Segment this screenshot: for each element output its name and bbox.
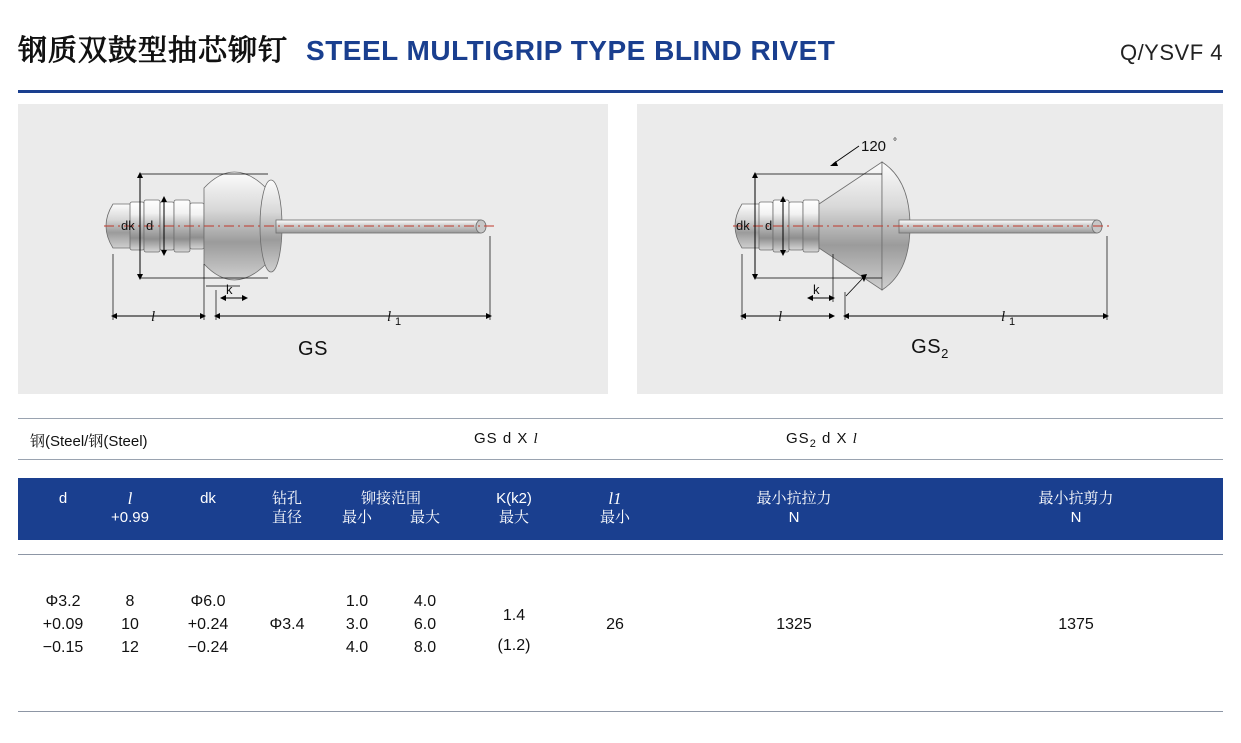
cell-grip-max [394, 590, 456, 659]
cell-tensile-value: 1325 [776, 616, 812, 633]
header-shear [948, 489, 1204, 527]
cell-grip-max-3: 8.0 [413, 639, 437, 656]
header-dk [166, 489, 250, 508]
header-d-line1: d [58, 490, 68, 507]
header-k [462, 489, 566, 527]
header-grip-max-label: 最大 [409, 509, 440, 526]
cell-grip-min-1: 1.0 [345, 593, 369, 610]
header-dk-line1: dk [200, 490, 216, 507]
header-d [28, 489, 98, 508]
cell-grip-min [326, 590, 388, 659]
designation-gs2-sub: 2 [809, 438, 817, 450]
figure-gs2-panel [637, 104, 1223, 394]
designation-gs [474, 430, 539, 448]
svg-text:l: l [1001, 309, 1006, 325]
header-drill [242, 489, 332, 527]
header-drill-line1: 钻孔 [271, 490, 302, 507]
cell-grip-max-2: 6.0 [413, 616, 437, 633]
header-grip-range-line1: 铆接范围 [360, 490, 421, 507]
header-grip-min [326, 508, 388, 527]
page-header [18, 28, 1223, 69]
header-drill-line2: 直径 [271, 509, 302, 526]
designation-gs-text: GS d X [474, 430, 534, 447]
svg-text:d: d [765, 218, 773, 233]
cell-k-alt-value: (1.2) [497, 637, 531, 654]
cell-d-2: +0.09 [42, 616, 84, 633]
figure-gs2-caption-text: GS [911, 336, 942, 358]
cell-l-2: 10 [121, 616, 139, 633]
cell-l [92, 590, 168, 659]
svg-text:dk: dk [121, 218, 135, 233]
header-shear-line2: N [1070, 509, 1082, 526]
cell-shear [948, 613, 1204, 636]
svg-text:1: 1 [1009, 316, 1016, 328]
cell-grip-min-2: 3.0 [345, 616, 369, 633]
standard-code: Q/YSVF 4 [1119, 40, 1223, 65]
header-l1 [570, 489, 660, 527]
header-grip-min-label: 最小 [341, 509, 372, 526]
figure-gs2-caption [637, 336, 1223, 361]
header-tensile-line1: 最小抗拉力 [756, 490, 832, 507]
designation-gs2-text: GS [786, 430, 810, 447]
table-header-gap [18, 540, 1223, 556]
cell-grip-max-1: 4.0 [413, 593, 437, 610]
designation-gs2-rest: d X [816, 430, 853, 447]
header-grip-max [394, 508, 456, 527]
header-l-line1: l [127, 489, 133, 508]
cell-l1 [570, 613, 660, 636]
svg-text:120: 120 [861, 138, 887, 155]
header-l1-line2: 最小 [599, 509, 630, 526]
svg-text:1: 1 [395, 316, 402, 328]
cell-k-value: 1.4 [502, 607, 526, 624]
header-l-line2: +0.99 [111, 509, 149, 526]
header-grip-range [326, 489, 456, 508]
figure-gs2-caption-sub: 2 [941, 346, 949, 361]
cell-dk-3: −0.24 [187, 639, 229, 656]
svg-text:dk: dk [736, 218, 750, 233]
table-header-row [18, 478, 1223, 540]
svg-text:l: l [151, 309, 156, 325]
header-l [92, 489, 168, 527]
cell-tensile [666, 613, 922, 636]
figure-gs-panel [18, 104, 608, 394]
svg-text:l: l [387, 309, 392, 325]
page-title-chinese: 钢质双鼓型抽芯铆钉 [18, 35, 289, 67]
table-top-rule [18, 554, 1223, 555]
cell-drill-value: Φ3.4 [269, 616, 305, 633]
cell-dk-2: +0.24 [187, 616, 229, 633]
cell-dk-1: Φ6.0 [190, 593, 226, 610]
cell-d [28, 590, 98, 659]
cell-k [462, 601, 566, 661]
spec-table [18, 478, 1223, 712]
svg-text:d: d [146, 218, 154, 233]
designation-material: 钢(Steel/钢(Steel) [30, 433, 148, 450]
cell-d-1: Φ3.2 [45, 593, 81, 610]
cell-dk [166, 590, 250, 659]
designation-gs2 [786, 430, 858, 450]
designation-row [18, 418, 1223, 460]
table-row [18, 556, 1223, 712]
header-shear-line1: 最小抗剪力 [1038, 490, 1114, 507]
page-title-english: STEEL MULTIGRIP TYPE BLIND RIVET [306, 35, 836, 66]
header-divider [18, 90, 1223, 93]
figure-gs-caption: GS [298, 338, 328, 360]
designation-gs-length-symbol: l [533, 431, 539, 447]
header-tensile-line2: N [788, 509, 800, 526]
cell-d-3: −0.15 [42, 639, 84, 656]
cell-l-1: 8 [125, 593, 135, 610]
header-k-line2: 最大 [498, 509, 529, 526]
header-k-line1: K(k2) [496, 490, 532, 507]
svg-text:°: ° [893, 137, 897, 148]
cell-grip-min-3: 4.0 [345, 639, 369, 656]
designation-gs2-length-symbol: l [852, 431, 858, 447]
svg-text:k: k [813, 282, 820, 297]
header-tensile [666, 489, 922, 527]
cell-l1-value: 26 [606, 616, 624, 633]
cell-shear-value: 1375 [1058, 616, 1094, 633]
svg-text:l: l [778, 309, 783, 325]
cell-l-3: 12 [121, 639, 139, 656]
cell-drill [242, 613, 332, 636]
svg-text:k: k [226, 282, 233, 297]
header-l1-line1: l1 [608, 489, 622, 508]
